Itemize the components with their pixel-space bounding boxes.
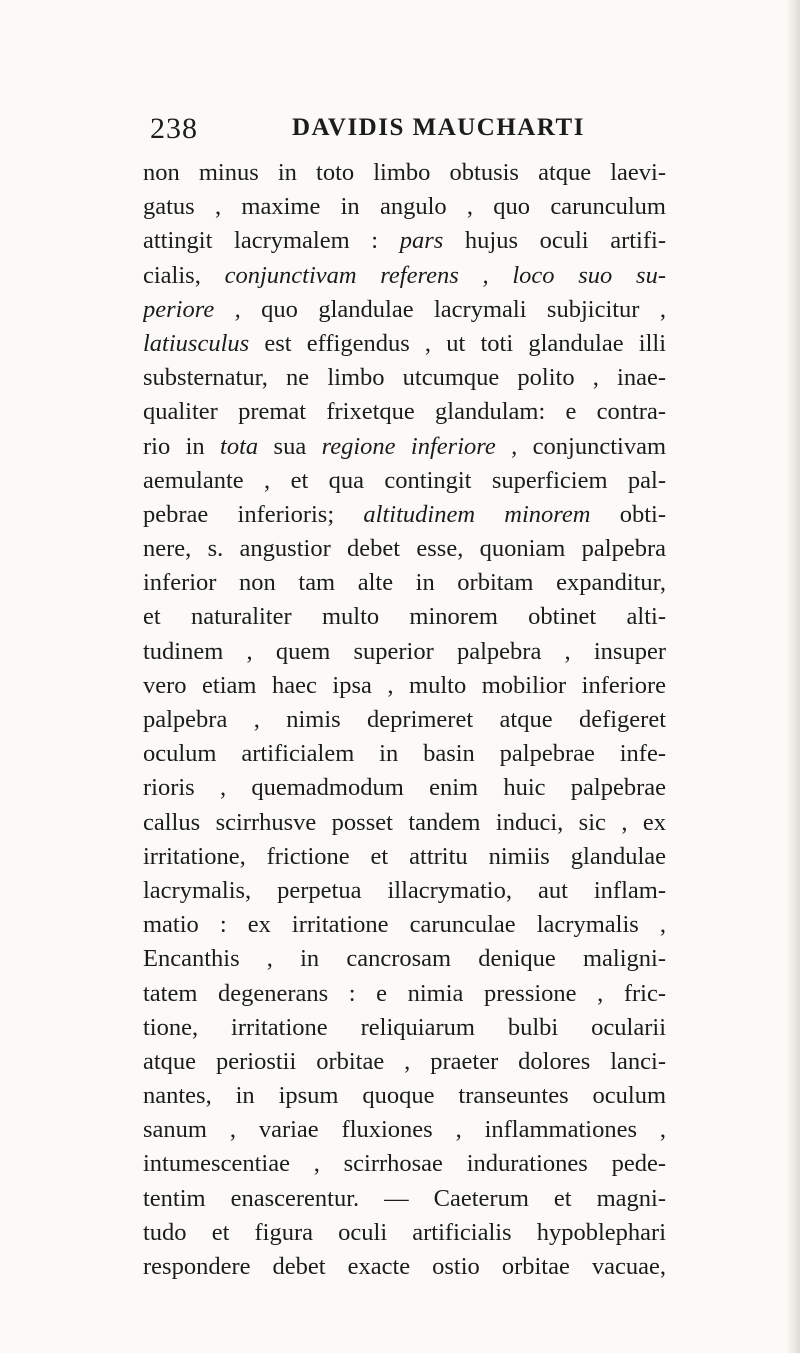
italic-text-segment: conjunctivam referens , loco suo su- bbox=[224, 261, 666, 289]
text-segment: irritatione, frictione et attritu nimiis glandulae bbox=[143, 842, 666, 870]
text-line bbox=[143, 669, 666, 703]
text-segment: oculum artificialem in basin palpebrae infe- bbox=[143, 740, 666, 768]
text-line bbox=[143, 635, 666, 669]
text-segment: pebrae inferioris; bbox=[143, 500, 364, 528]
text-segment: sanum , variae fluxiones , inflammationes , bbox=[143, 1116, 666, 1144]
text-segment: aemulante , et qua contingit superficiem pal- bbox=[143, 466, 666, 494]
text-line bbox=[143, 600, 666, 634]
text-segment: respondere debet exacte ostio orbitae vacuae, bbox=[143, 1253, 666, 1280]
text-segment: tudo et figura oculi artificialis hypoblephari bbox=[143, 1218, 666, 1246]
text-segment: conjunctivam bbox=[517, 432, 666, 460]
text-line bbox=[143, 361, 666, 395]
italic-text-segment: pars bbox=[399, 227, 444, 255]
italic-text-segment: latiusculus bbox=[143, 329, 250, 357]
text-segment: tudinem , quem superior palpebra , insuper bbox=[143, 637, 666, 665]
text-line bbox=[143, 224, 666, 258]
text-segment: nere, s. angustior debet esse, quoniam palpebra bbox=[143, 535, 666, 563]
text-segment: tione, irritatione reliquiarum bulbi ocularii bbox=[143, 1013, 666, 1041]
text-segment: hujus oculi artifi- bbox=[443, 227, 666, 255]
text-line bbox=[143, 737, 666, 771]
text-segment: vero etiam haec ipsa , multo mobilior inferiore bbox=[143, 671, 666, 699]
text-line bbox=[143, 806, 666, 840]
text-segment: non minus in toto limbo obtusis atque laevi- bbox=[143, 159, 666, 186]
text-line bbox=[143, 1045, 666, 1079]
text-line bbox=[143, 327, 666, 361]
text-segment: est effigendus , ut toti glandulae illi bbox=[249, 329, 666, 357]
running-title: DAVIDIS MAUCHARTI bbox=[292, 114, 585, 141]
text-segment: quo glandulae lacrymali subjicitur , bbox=[240, 295, 666, 323]
text-line bbox=[143, 532, 666, 566]
text-segment: obti- bbox=[590, 500, 666, 528]
text-line bbox=[143, 1147, 666, 1181]
text-segment: et naturaliter multo minorem obtinet alti- bbox=[143, 603, 666, 631]
text-segment: tatem degenerans : e nimia pressione , fric- bbox=[143, 979, 666, 1007]
page-number: 238 bbox=[150, 112, 198, 145]
text-line bbox=[143, 908, 666, 942]
italic-text-segment: regione inferiore , bbox=[321, 432, 518, 460]
page-header bbox=[150, 112, 670, 148]
text-segment: inferior non tam alte in orbitam expanditur, bbox=[143, 569, 666, 597]
body-text bbox=[143, 156, 666, 1284]
text-line bbox=[143, 464, 666, 498]
text-segment: atque periostii orbitae , praeter dolores lanci- bbox=[143, 1047, 666, 1075]
text-segment: gatus , maxime in angulo , quo carunculum bbox=[143, 193, 666, 221]
text-segment: qualiter premat frixetque glandulam: e contra- bbox=[143, 398, 666, 426]
text-segment: substernatur, ne limbo utcumque polito , inae- bbox=[143, 364, 666, 392]
text-line bbox=[143, 840, 666, 874]
text-segment: rio in bbox=[143, 432, 221, 460]
text-segment: callus scirrhusve posset tandem induci, sic , ex bbox=[143, 808, 666, 836]
text-segment: intumescentiae , scirrhosae indurationes pede- bbox=[143, 1150, 666, 1178]
text-line bbox=[143, 1182, 666, 1216]
text-line bbox=[143, 190, 666, 224]
text-line bbox=[143, 259, 666, 293]
text-line bbox=[143, 771, 666, 805]
italic-text-segment: altitudinem minorem bbox=[363, 500, 591, 528]
text-line bbox=[143, 977, 666, 1011]
text-segment: cialis, bbox=[143, 261, 225, 289]
text-line bbox=[143, 1216, 666, 1250]
text-segment: lacrymalis, perpetua illacrymatio, aut inflam- bbox=[143, 876, 666, 904]
text-line bbox=[143, 293, 666, 327]
text-line bbox=[143, 942, 666, 976]
text-segment: attingit lacrymalem : bbox=[143, 227, 400, 255]
text-segment: Encanthis , in cancrosam denique maligni- bbox=[143, 945, 666, 973]
text-line bbox=[143, 703, 666, 737]
italic-text-segment: tota bbox=[220, 432, 259, 460]
text-line bbox=[143, 395, 666, 429]
text-segment: tentim enascerentur. — Caeterum et magni- bbox=[143, 1184, 666, 1212]
text-segment: sua bbox=[258, 432, 322, 460]
text-segment: rioris , quemadmodum enim huic palpebrae bbox=[143, 774, 666, 802]
text-line bbox=[143, 430, 666, 464]
page-edge-shadow bbox=[786, 0, 800, 1353]
text-line bbox=[143, 1250, 666, 1284]
text-segment: matio : ex irritatione carunculae lacrymalis , bbox=[143, 911, 666, 939]
text-line bbox=[143, 498, 666, 532]
text-line bbox=[143, 1011, 666, 1045]
text-segment: palpebra , nimis deprimeret atque defigeret bbox=[143, 706, 666, 733]
italic-text-segment: periore , bbox=[143, 295, 241, 323]
text-segment: nantes, in ipsum quoque transeuntes oculum bbox=[143, 1082, 666, 1110]
text-line bbox=[143, 1113, 666, 1147]
text-line bbox=[143, 1079, 666, 1113]
text-line bbox=[143, 566, 666, 600]
text-line bbox=[143, 156, 666, 190]
text-line bbox=[143, 874, 666, 908]
